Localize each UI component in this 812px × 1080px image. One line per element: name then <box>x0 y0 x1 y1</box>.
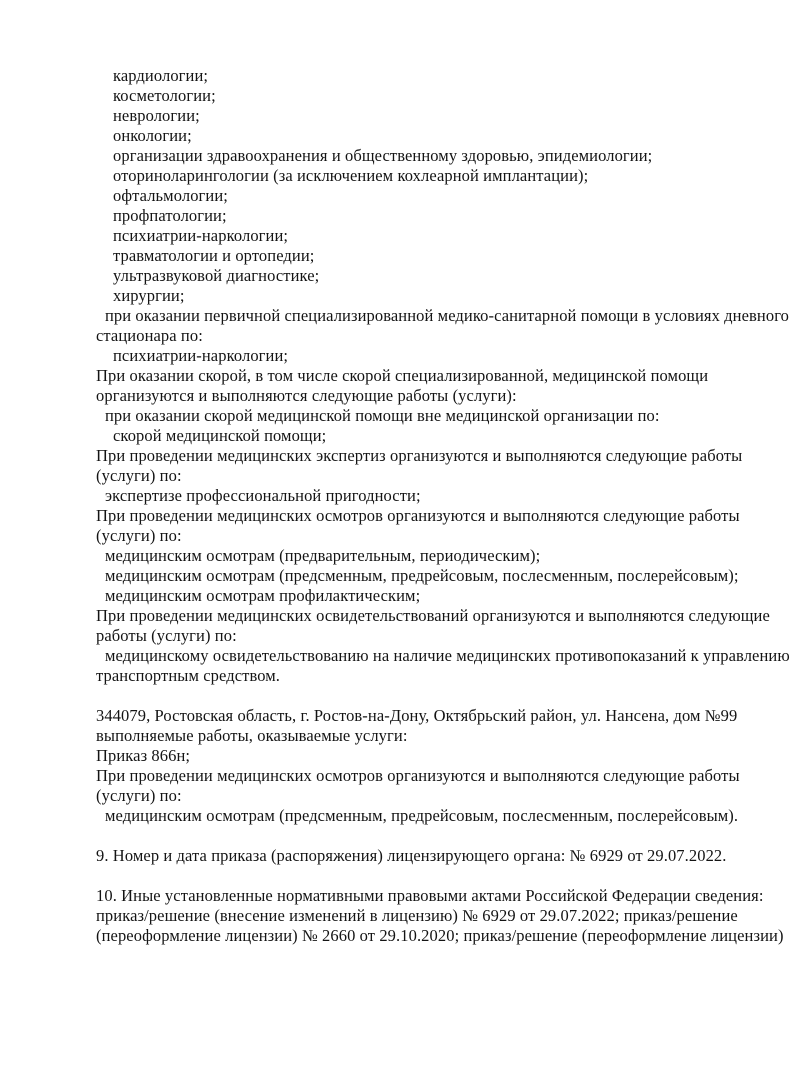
document-line: экспертизе профессиональной пригодности; <box>105 486 421 505</box>
document-line: при оказании первичной специализированной медико-санитарной помощи в условиях дневного <box>105 306 789 325</box>
document-line: При проведении медицинских экспертиз организуются и выполняются следующие работы <box>96 446 743 465</box>
document-line: профпатологии; <box>113 206 227 225</box>
document-line: косметологии; <box>113 86 216 105</box>
document-line: психиатрии-наркологии; <box>113 346 289 365</box>
document-line: офтальмологии; <box>113 186 228 205</box>
document-line: организации здравоохранения и общественному здоровью, эпидемиологии; <box>113 146 653 165</box>
document-line: при оказании скорой медицинской помощи вне медицинской организации по: <box>105 406 660 425</box>
document-line: ультразвуковой диагностике; <box>113 266 320 285</box>
document-line: медицинским осмотрам (предсменным, предрейсовым, послесменным, послерейсовым). <box>105 806 739 825</box>
document-line: При оказании скорой, в том числе скорой специализированной, медицинской помощи <box>96 366 709 385</box>
document-line: (услуги) по: <box>96 466 182 485</box>
document-line: работы (услуги) по: <box>96 626 237 645</box>
blank-line <box>96 826 772 846</box>
document-line: При проведении медицинских осмотров организуются и выполняются следующие работы <box>96 506 740 525</box>
document-line: травматологии и ортопедии; <box>113 246 315 265</box>
document-line: медицинским осмотрам профилактическим; <box>105 586 421 605</box>
document-line: медицинским осмотрам (предсменным, предрейсовым, послесменным, послерейсовым); <box>105 566 739 585</box>
document-line: При проведении медицинских осмотров организуются и выполняются следующие работы <box>96 766 740 785</box>
document-line: стационара по: <box>96 326 203 345</box>
document-line: оториноларингологии (за исключением кохлеарной имплантации); <box>113 166 589 185</box>
document-line: При проведении медицинских освидетельствований организуются и выполняются следующие <box>96 606 770 625</box>
document-line: онкологии; <box>113 126 192 145</box>
document-line: 9. Номер и дата приказа (распоряжения) лицензирующего органа: № 6929 от 29.07.2022. <box>96 846 727 865</box>
document-line: транспортным средством. <box>96 666 281 685</box>
blank-line <box>96 866 772 886</box>
document-line: Приказ 866н; <box>96 746 191 765</box>
document-line: организуются и выполняются следующие работы (услуги): <box>96 386 517 405</box>
document-line: (услуги) по: <box>96 786 182 805</box>
document-line: 344079, Ростовская область, г. Ростов-на-Дону, Октябрьский район, ул. Нансена, дом №99 <box>96 706 738 725</box>
document-line: выполняемые работы, оказываемые услуги: <box>96 726 408 745</box>
document-content <box>96 66 790 946</box>
document-line: психиатрии-наркологии; <box>113 226 289 245</box>
document-line: хирургии; <box>113 286 185 305</box>
document-line: скорой медицинской помощи; <box>113 426 327 445</box>
document-line: (услуги) по: <box>96 526 182 545</box>
document-line: неврологии; <box>113 106 200 125</box>
document-line: 10. Иные установленные нормативными правовыми актами Российской Федерации сведения: <box>96 886 764 905</box>
document-line: медицинскому освидетельствованию на наличие медицинских противопоказаний к управлению <box>105 646 790 665</box>
document-line: медицинским осмотрам (предварительным, периодическим); <box>105 546 541 565</box>
document-line: (переоформление лицензии) № 2660 от 29.10.2020; приказ/решение (переоформление лицензии) <box>96 926 784 945</box>
document-line: приказ/решение (внесение изменений в лицензию) № 6929 от 29.07.2022; приказ/решение <box>96 906 738 925</box>
blank-line <box>96 686 772 706</box>
document-line: кардиологии; <box>113 66 209 85</box>
